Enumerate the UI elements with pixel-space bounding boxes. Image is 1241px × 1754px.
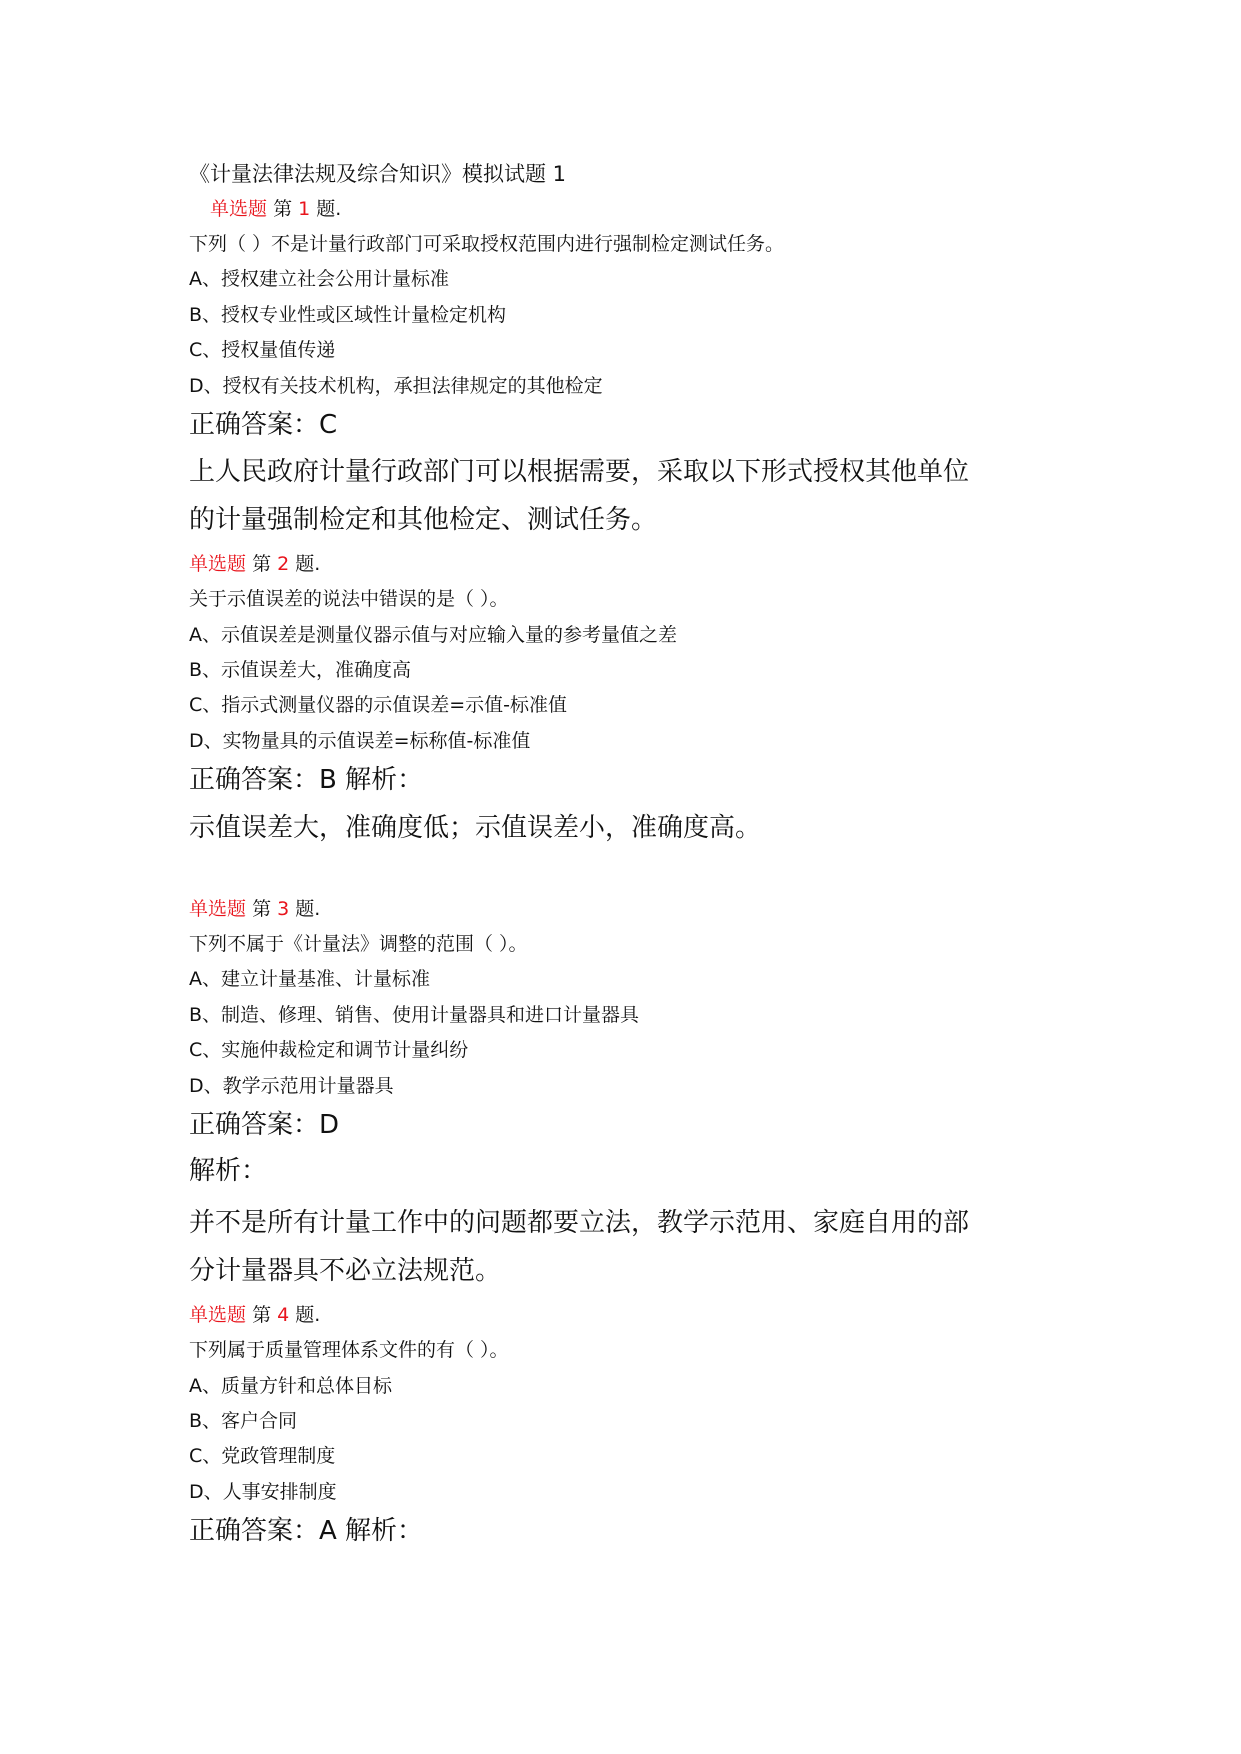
question-number: 3 [277,898,290,920]
explanation-line: 并不是所有计量工作中的问题都要立法，教学示范用、家庭自用的部 [189,1208,970,1238]
option-d: D、教学示范用计量器具 [189,1075,394,1097]
option-c: C、指示式测量仪器的示值误差=示值-标准值 [189,694,568,716]
option-a: A、建立计量基准、计量标准 [189,968,430,990]
explanation-line: 上人民政府计量行政部门可以根据需要，采取以下形式授权其他单位 [189,457,970,487]
option-d: D、实物量具的示值误差=标称值-标准值 [189,730,531,752]
option-c: C、实施仲裁检定和调节计量纠纷 [189,1039,469,1061]
correct-answer: 正确答案：C [189,410,338,440]
question-number: 1 [298,198,311,220]
question-number: 2 [277,553,290,575]
question-header: 单选题 第 4 题. [189,1304,321,1326]
option-d: D、授权有关技术机构，承担法律规定的其他检定 [189,375,603,397]
question-stem: 下列属于质量管理体系文件的有（ ）。 [189,1339,509,1361]
correct-answer: 正确答案：D [189,1110,340,1140]
option-b: B、授权专业性或区域性计量检定机构 [189,304,507,326]
option-d: D、人事安排制度 [189,1481,337,1503]
explanation-line: 示值误差大，准确度低；示值误差小，准确度高。 [189,813,762,843]
question-header: 单选题 第 1 题. [210,198,342,220]
explanation-line: 的计量强制检定和其他检定、测试任务。 [189,505,658,535]
option-a: A、示值误差是测量仪器示值与对应输入量的参考量值之差 [189,624,677,646]
option-a: A、授权建立社会公用计量标准 [189,268,449,290]
question-header: 单选题 第 3 题. [189,898,321,920]
question-header: 单选题 第 2 题. [189,553,321,575]
option-b: B、示值误差大，准确度高 [189,659,412,681]
correct-answer: 正确答案：B 解析： [189,765,424,795]
question-number: 4 [277,1304,290,1326]
correct-answer: 正确答案：A 解析： [189,1516,424,1546]
explanation-line: 分计量器具不必立法规范。 [189,1256,502,1286]
question-type-label: 单选题 [189,553,247,575]
option-b: B、客户合同 [189,1410,298,1432]
question-stem: 下列（ ）不是计量行政部门可采取授权范围内进行强制检定测试任务。 [189,233,785,255]
option-c: C、党政管理制度 [189,1445,336,1467]
analysis-label: 解析： [189,1156,268,1186]
document-title: 《计量法律法规及综合知识》模拟试题 1 [189,162,567,186]
question-type-label: 单选题 [189,1304,247,1326]
option-a: A、质量方针和总体目标 [189,1375,392,1397]
question-stem: 下列不属于《计量法》调整的范围（ ）。 [189,933,528,955]
option-c: C、授权量值传递 [189,339,336,361]
question-type-label: 单选题 [210,198,268,220]
option-b: B、制造、修理、销售、使用计量器具和进口计量器具 [189,1004,640,1026]
question-stem: 关于示值误差的说法中错误的是（ ）。 [189,588,509,610]
question-type-label: 单选题 [189,898,247,920]
